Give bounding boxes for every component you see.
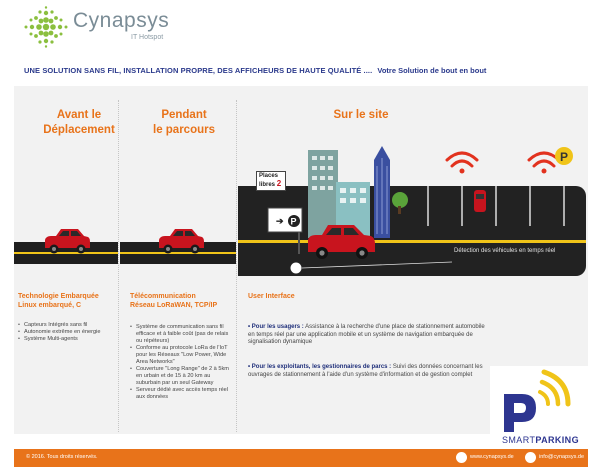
free-spaces-sign xyxy=(256,171,286,191)
footer-copyright: © 2016. Tous droits réservés. xyxy=(26,454,98,460)
red-car-illustration xyxy=(156,224,206,256)
sp-label-part2: PARKING xyxy=(535,435,579,445)
site-scene-illustration xyxy=(238,138,588,278)
col2-title-line2: le parcours xyxy=(153,124,215,136)
list-item: • Système de communication sans fil efficace et à faible coût (pas de relais ou répéteurs) xyxy=(130,324,234,345)
col1-subtitle-line1: Technologie Embarquée xyxy=(18,293,99,300)
brand-tagline: IT Hotspot xyxy=(131,34,164,41)
headline-tail: Votre Solution de bout en bout xyxy=(377,66,487,75)
sign-count: 2 xyxy=(276,179,282,188)
smart-parking-label xyxy=(502,435,579,445)
cynapsys-logo xyxy=(22,6,70,48)
headline-main: UNE SOLUTION SANS FIL, INSTALLATION PROPRE, DES AFFICHEURS DE HAUTE QUALITÉ .... xyxy=(24,66,373,75)
svg-text:P: P xyxy=(560,150,569,164)
column-divider xyxy=(236,100,237,432)
brand-name: Cynapsys xyxy=(73,9,170,32)
sp-label-part1: SMART xyxy=(502,435,536,445)
col2-subtitle-line2: Réseau LoRaWAN, TCP/IP xyxy=(130,302,218,309)
list-item: • Autonomie extrême en énergie xyxy=(18,329,116,336)
list-item: • Conforme au protocole LoRa de l'IoT pour les Réseaux "Low Power, Wide Area Networks" xyxy=(130,345,234,366)
usage-drivers-lead: Pour les usagers : xyxy=(251,324,304,330)
list-item: • Système Multi-agents xyxy=(18,336,116,343)
col1-subtitle-line2: Linux embarqué, C xyxy=(18,302,82,309)
col1-title-line2: Déplacement xyxy=(43,124,115,136)
col2-subtitle-line1: Télécommunication xyxy=(130,293,196,300)
sign-line1: Places xyxy=(259,173,279,179)
red-car-illustration xyxy=(42,224,92,256)
footer-bar xyxy=(14,449,588,467)
col-on-site-title: Sur le site xyxy=(333,109,389,121)
col2-title-line1: Pendant xyxy=(161,109,207,121)
usage-drivers: • Pour les usagers : Assistance à la recherche d'une place de stationnement automobile en temps réel par une application mobile et un système de navigation embarquée de signalisation dynamique xyxy=(248,324,485,345)
detection-label: Détection des véhicules en temps réel xyxy=(454,248,556,254)
col1-subtitle xyxy=(18,292,116,310)
list-item: • Serveur dédié avec accès temps réel aux données xyxy=(130,387,234,401)
mail-icon xyxy=(525,452,536,463)
list-item: • Capteurs Intégrés sans fil xyxy=(18,322,116,329)
column-divider xyxy=(118,100,119,432)
col1-feature-list xyxy=(18,322,116,343)
globe-icon xyxy=(456,452,467,463)
list-item: • Couverture "Long Range" de 2 à 5km en urbain et de 15 à 20 km au suburbain par un seul Gateway xyxy=(130,366,234,387)
col-during-trip-title xyxy=(129,108,239,138)
col2-subtitle xyxy=(130,292,234,310)
headline xyxy=(24,66,584,75)
usage-operators: • Pour les exploitants, les gestionnaires de parcs : Suivi des données concernant les ouvrages de stationnement à l'aide d'un système d'information et de gestion complet xyxy=(248,364,483,378)
col2-feature-list xyxy=(130,324,234,401)
smart-parking-logo xyxy=(490,366,590,446)
sign-line2-text: libres xyxy=(259,182,276,188)
footer-email-link[interactable]: info@cynapsys.de xyxy=(539,454,585,460)
col1-title-line1: Avant le xyxy=(56,109,102,121)
footer-website-link[interactable]: www.cynapsys.de xyxy=(470,454,514,460)
svg-text:P: P xyxy=(290,216,297,227)
usage-operators-lead: Pour les exploitants, les gestionnaires de parcs : xyxy=(251,364,392,370)
svg-text:➔: ➔ xyxy=(276,216,284,226)
usage-operators-text: Suivi des données concernant les ouvrages de stationnement à l'aide d'un système d'information et de gestion complet xyxy=(248,364,483,378)
usage-drivers-text: Assistance à la recherche d'une place de stationnement automobile en temps réel par une application mobile et un système de navigation embarquée de signalisation dynamique xyxy=(248,324,485,345)
sign-line2 xyxy=(259,180,283,189)
col3-subtitle: User Interface xyxy=(248,293,295,300)
